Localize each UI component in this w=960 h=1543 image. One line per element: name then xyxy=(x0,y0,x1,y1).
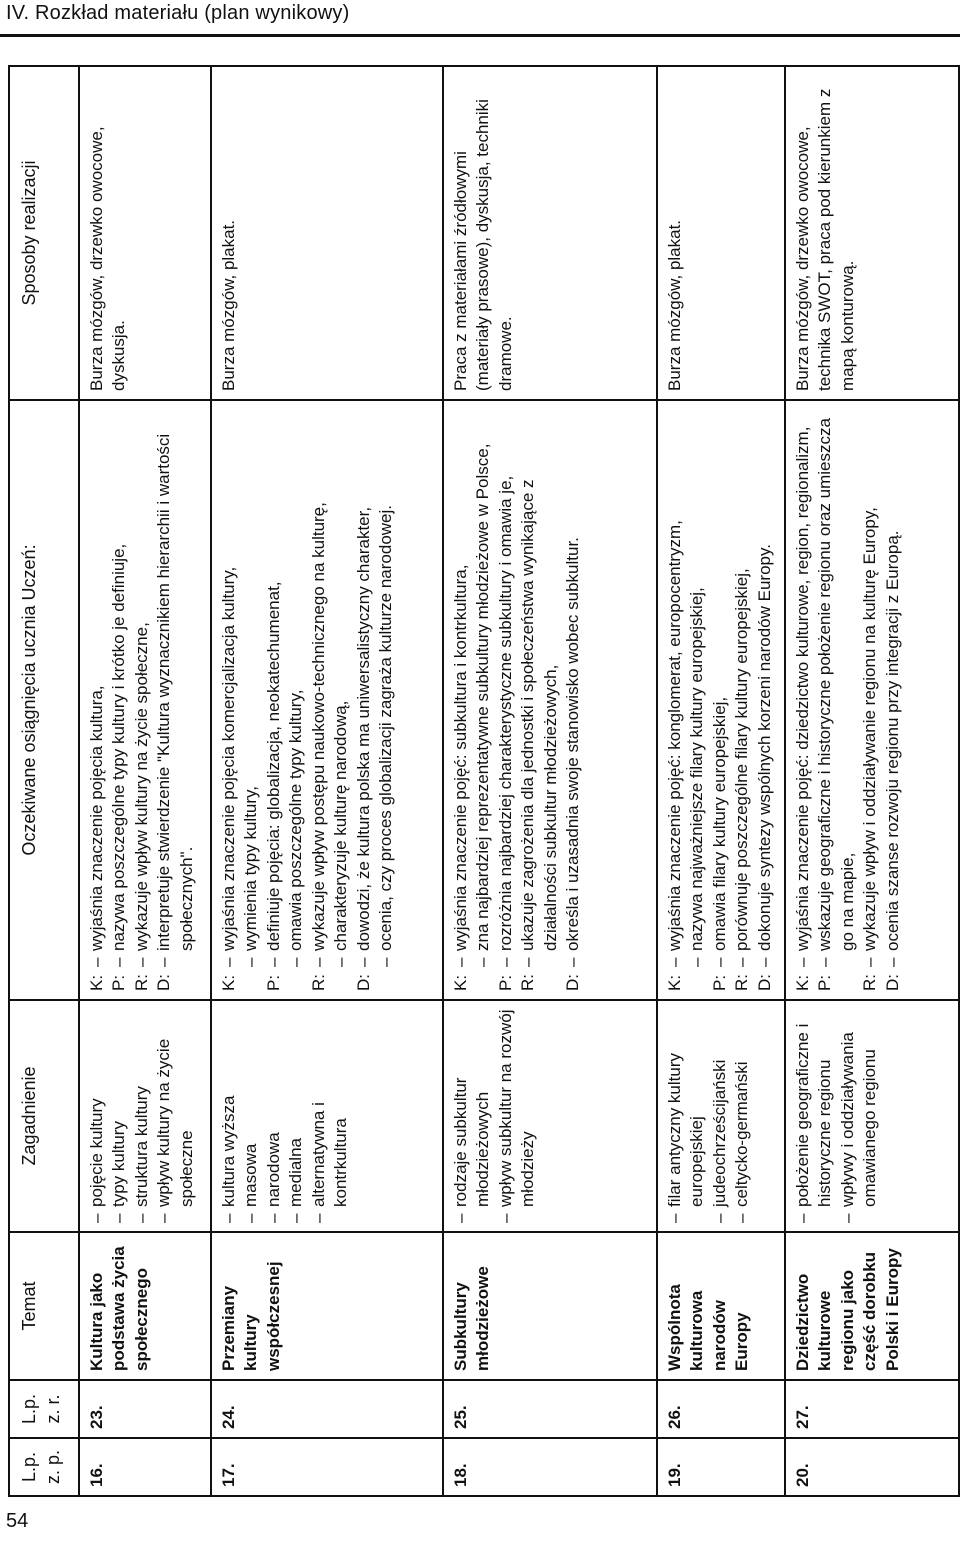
achievement-items xyxy=(814,409,859,967)
achievement-items xyxy=(218,409,263,967)
achievement-level: K: xyxy=(87,974,106,991)
zagadnienie-item: – typy kultury xyxy=(108,1009,130,1223)
achievement-item: – ocenia szanse rozwoju regionu przy integracji z Europą. xyxy=(882,409,904,967)
header-lp-zr: L.p. z. r. xyxy=(9,1380,79,1438)
zagadnienie-item: – kultura wyższa xyxy=(218,1009,240,1223)
cell-sposoby: Burza mózgów, plakat. xyxy=(211,66,443,400)
cell-lp-zr: 26. xyxy=(657,1380,785,1438)
achievement-item: – wskazuje geograficzne i historyczne położenie regionu oraz umieszcza go na mapie, xyxy=(814,409,859,967)
table-row xyxy=(657,66,785,1496)
achievement-group xyxy=(882,409,904,991)
achievement-items xyxy=(108,409,130,967)
achievement-item: – zna najbardziej reprezentatywne subkultury młodzieżowe w Polsce, xyxy=(472,409,494,967)
cell-temat: Przemiany kultury współczesnej xyxy=(211,1232,443,1380)
achievement-item: – wykazuje wpływ postępu naukowo-technicznego na kulturę, xyxy=(308,409,330,967)
achievement-level: D: xyxy=(882,974,902,991)
achievement-item: – wyjaśnia znaczenie pojęć: konglomerat, europocentryzm, xyxy=(664,409,686,967)
achievement-group xyxy=(814,409,859,991)
achievement-items xyxy=(450,409,495,967)
achievement-item: – wymienia typy kultury, xyxy=(240,409,262,967)
achievement-items xyxy=(308,409,353,967)
zagadnienia-list xyxy=(664,1009,754,1223)
achievement-item: – omawia poszczególne typy kultury, xyxy=(285,409,307,967)
running-head: IV. Rozkład materiału (plan wynikowy) xyxy=(6,2,350,24)
achievement-items xyxy=(731,409,753,967)
achievement-group xyxy=(517,409,562,991)
cell-lp-zr: 27. xyxy=(785,1380,959,1438)
achievement-item: – interpretuje stwierdzenie "Kultura wyznacznikiem hierarchii i wartości społecznych". xyxy=(153,409,198,967)
achievement-group xyxy=(218,409,263,991)
achievement-items xyxy=(562,409,584,967)
table-row xyxy=(443,66,657,1496)
header-oczekiwane: Oczekiwane osiągnięcia ucznia Uczeń: xyxy=(9,400,79,1000)
achievement-level: K: xyxy=(451,974,470,991)
achievement-level: K: xyxy=(219,974,238,991)
page-number: 54 xyxy=(6,1510,29,1532)
achievement-item: – wyjaśnia znaczenie pojęcia komercjalizacja kultury, xyxy=(218,409,240,967)
achievement-item: – charakteryzuje kulturę narodową, xyxy=(330,409,352,967)
achievement-items xyxy=(709,409,731,967)
cell-sposoby: Burza mózgów, drzewko owocowe, dyskusja. xyxy=(79,66,211,400)
achievement-group xyxy=(86,409,108,991)
achievement-level: P: xyxy=(263,974,283,991)
zagadnienia-list xyxy=(450,1009,540,1223)
cell-sposoby: Praca z materiałami źródłowymi (materiały prasowe), dyskusja, techniki dramowe. xyxy=(443,66,657,400)
achievement-item: – porównuje poszczególne filary kultury europejskiej, xyxy=(731,409,753,967)
table-row xyxy=(79,66,211,1496)
zagadnienie-item: – medialna xyxy=(285,1009,307,1223)
achievement-group xyxy=(263,409,308,991)
achievement-items xyxy=(882,409,904,967)
achievement-item: – określa i uzasadnia swoje stanowisko wobec subkultur. xyxy=(562,409,584,967)
zagadnienie-item: – pojęcie kultury xyxy=(86,1009,108,1223)
achievement-level: D: xyxy=(754,974,774,991)
achievement-group xyxy=(495,409,517,991)
achievement-item: – wykazuje wpływ kultury na życie społeczne, xyxy=(131,409,153,967)
cell-temat: Wspólnota kulturowa narodów Europy xyxy=(657,1232,785,1380)
achievement-level: D: xyxy=(563,974,583,991)
achievement-item: – nazywa poszczególne typy kultury i krótko je definiuje, xyxy=(108,409,130,967)
zagadnienie-item: – położenie geograficzne i historyczne regionu xyxy=(792,1009,837,1223)
achievement-group xyxy=(709,409,731,991)
cell-lp-zp: 18. xyxy=(443,1438,657,1496)
achievement-group xyxy=(731,409,753,991)
achievement-item: – definiuje pojęcia: globalizacja, neokatechumenat, xyxy=(263,409,285,967)
achievement-level: K: xyxy=(665,974,684,991)
achievement-level: D: xyxy=(353,974,373,991)
cell-zagadnienie xyxy=(657,1000,785,1232)
achievement-items xyxy=(517,409,562,967)
achievement-item: – wyjaśnia znaczenie pojęć: dziedzictwo kulturowe, region, regionalizm, xyxy=(792,409,814,967)
cell-zagadnienie xyxy=(211,1000,443,1232)
achievement-item: – ukazuje zagrożenia dla jednostki i społeczeństwa wynikające z działalności subkultur młodzieżowych, xyxy=(517,409,562,967)
cell-lp-zp: 16. xyxy=(79,1438,211,1496)
achievement-item: – nazywa najważniejsze filary kultury europejskiej, xyxy=(686,409,708,967)
achievement-items xyxy=(86,409,108,967)
header-rule xyxy=(0,34,960,37)
header-lp-zp: L.p. z. p. xyxy=(9,1438,79,1496)
zagadnienie-item: – struktura kultury xyxy=(131,1009,153,1223)
achievement-level: K: xyxy=(793,974,812,991)
achievement-group xyxy=(108,409,130,991)
zagadnienie-item: – celtycko-germański xyxy=(731,1009,753,1223)
cell-lp-zp: 17. xyxy=(211,1438,443,1496)
cell-osiagniecia xyxy=(79,400,211,1000)
achievement-group xyxy=(353,409,398,991)
zagadnienia-list xyxy=(218,1009,353,1223)
achievement-item: – dokonuje syntezy wspólnych korzeni narodów Europy. xyxy=(754,409,776,967)
achievement-item: – wyjaśnia znaczenie pojęć: subkultura i kontrkultura, xyxy=(450,409,472,967)
header-sposoby: Sposoby realizacji xyxy=(9,66,79,400)
cell-temat: Subkultury młodzieżowe xyxy=(443,1232,657,1380)
achievement-item: – wykazuje wpływ i oddziaływanie regionu na kulturę Europy, xyxy=(859,409,881,967)
cell-sposoby: Burza mózgów, drzewko owocowe, technika SWOT, praca pod kierunkiem z mapą konturową. xyxy=(785,66,959,400)
zagadnienie-item: – judeochrześcijański xyxy=(709,1009,731,1223)
achievement-group xyxy=(131,409,153,991)
achievement-level: P: xyxy=(109,974,129,991)
cell-lp-zr: 23. xyxy=(79,1380,211,1438)
zagadnienie-item: – wpływy i oddziaływania omawianego regionu xyxy=(837,1009,882,1223)
header-zagadnienie: Zagadnienie xyxy=(9,1000,79,1232)
header-temat: Temat xyxy=(9,1232,79,1380)
achievement-item: – wyjaśnia znaczenie pojęcia kultura, xyxy=(86,409,108,967)
achievement-item: – ocenia, czy proces globalizacji zagraża kulturze narodowej. xyxy=(375,409,397,967)
achievement-group xyxy=(308,409,353,991)
zagadnienie-item: – filar antyczny kultury europejskiej xyxy=(664,1009,709,1223)
cell-zagadnienie xyxy=(79,1000,211,1232)
achievement-level: R: xyxy=(131,974,151,991)
achievement-items xyxy=(495,409,517,967)
plan-table xyxy=(8,65,960,1497)
zagadnienie-item: – rodzaje subkultur młodzieżowych xyxy=(450,1009,495,1223)
zagadnienie-item: – wpływ subkultur na rozwój młodzieży xyxy=(495,1009,540,1223)
achievement-item: – rozróżnia najbardziej charakterystyczne subkultury i omawia je, xyxy=(495,409,517,967)
cell-temat: Kultura jako podstawa życia społecznego xyxy=(79,1232,211,1380)
cell-zagadnienie xyxy=(785,1000,959,1232)
cell-osiagniecia xyxy=(443,400,657,1000)
rotated-table-wrapper xyxy=(8,67,958,1497)
achievement-level: D: xyxy=(154,974,174,991)
achievement-level: R: xyxy=(732,974,752,991)
zagadnienie-item: – masowa xyxy=(240,1009,262,1223)
achievement-level: R: xyxy=(518,974,538,991)
achievement-items xyxy=(754,409,776,967)
cell-lp-zp: 19. xyxy=(657,1438,785,1496)
achievement-group xyxy=(664,409,709,991)
achievement-group xyxy=(754,409,776,991)
achievement-items xyxy=(353,409,398,967)
zagadnienie-item: – alternatywna i kontrkultura xyxy=(308,1009,353,1223)
zagadnienie-item: – wpływ kultury na życie społeczne xyxy=(153,1009,198,1223)
achievement-level: P: xyxy=(495,974,515,991)
cell-sposoby: Burza mózgów, plakat. xyxy=(657,66,785,400)
achievement-group xyxy=(792,409,814,991)
achievement-item: – omawia filary kultury europejskiej, xyxy=(709,409,731,967)
achievement-group xyxy=(562,409,584,991)
table-row xyxy=(211,66,443,1496)
achievement-items xyxy=(664,409,709,967)
achievement-level: R: xyxy=(308,974,328,991)
achievement-level: R: xyxy=(860,974,880,991)
achievement-level: P: xyxy=(709,974,729,991)
achievement-level: P: xyxy=(815,974,835,991)
achievement-item: – dowodzi, że kultura polska ma uniwersalistyczny charakter, xyxy=(353,409,375,967)
zagadnienie-item: – narodowa xyxy=(263,1009,285,1223)
zagadnienia-list xyxy=(792,1009,882,1223)
achievement-group xyxy=(859,409,881,991)
achievement-items xyxy=(131,409,153,967)
achievement-items xyxy=(859,409,881,967)
cell-lp-zr: 25. xyxy=(443,1380,657,1438)
achievement-items xyxy=(792,409,814,967)
table-body xyxy=(79,66,959,1496)
cell-osiagniecia xyxy=(785,400,959,1000)
cell-zagadnienie xyxy=(443,1000,657,1232)
achievement-items xyxy=(263,409,308,967)
table-row xyxy=(785,66,959,1496)
cell-osiagniecia xyxy=(657,400,785,1000)
cell-temat: Dziedzictwo kulturowe regionu jako część dorobku Polski i Europy xyxy=(785,1232,959,1380)
cell-osiagniecia xyxy=(211,400,443,1000)
zagadnienia-list xyxy=(86,1009,198,1223)
achievement-items xyxy=(153,409,198,967)
achievement-group xyxy=(450,409,495,991)
cell-lp-zp: 20. xyxy=(785,1438,959,1496)
achievement-group xyxy=(153,409,198,991)
cell-lp-zr: 24. xyxy=(211,1380,443,1438)
